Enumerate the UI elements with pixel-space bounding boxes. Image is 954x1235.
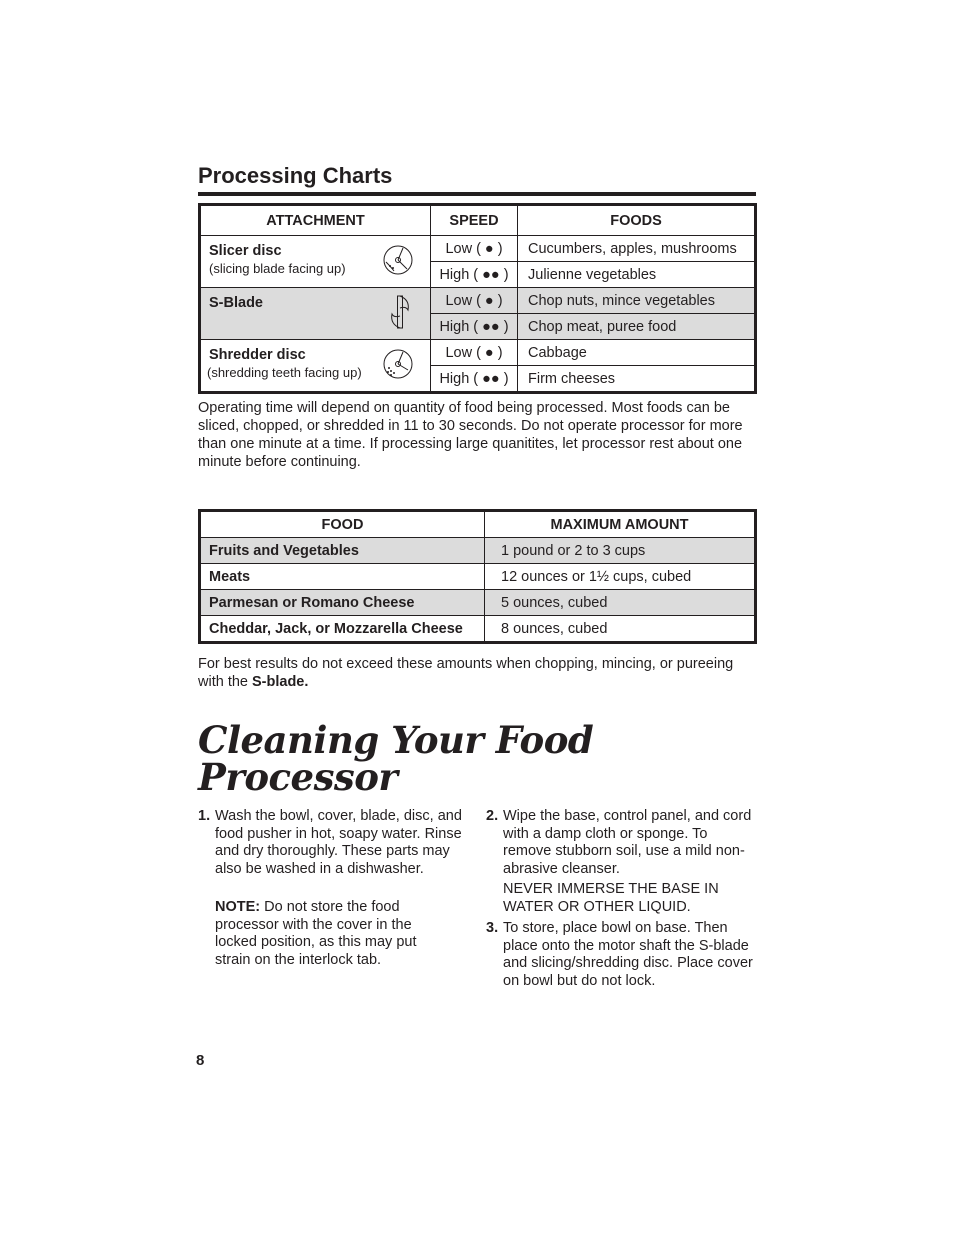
cleaning-title — [198, 718, 594, 799]
step-note — [215, 899, 455, 969]
attachment-s-blade — [200, 288, 431, 340]
table-row — [200, 616, 756, 643]
step-number: 2. — [486, 808, 499, 824]
title-rule — [198, 192, 756, 196]
table-row — [200, 538, 756, 564]
cleaning-column-left — [198, 808, 470, 1008]
page-number: 8 — [196, 1052, 205, 1069]
processing-chart — [198, 203, 757, 394]
shredder-disc-icon — [382, 346, 414, 386]
sblade-note-bold: S-blade. — [252, 674, 309, 690]
note-text: Do not store the food processor with the cover in the locked position, as this may put strain on the interlock tab. — [215, 899, 417, 968]
s-blade-icon — [386, 292, 414, 336]
note-label: NOTE: — [215, 899, 261, 915]
attachment-slicer-disc — [200, 236, 431, 288]
section-title: Processing Charts — [198, 163, 393, 188]
foods-cell: Chop meat, puree food — [518, 314, 756, 340]
maximum-amount-chart — [198, 509, 757, 644]
sblade-note-text: For best results do not exceed these amounts when chopping, mincing, or pureeing with the — [198, 656, 734, 690]
amount-cell: 8 ounces, cubed — [485, 616, 756, 643]
food-cell: Cheddar, Jack, or Mozzarella Cheese — [200, 616, 485, 643]
foods-cell: Cabbage — [518, 340, 756, 366]
step-number: 1. — [198, 808, 211, 824]
food-cell: Parmesan or Romano Cheese — [200, 590, 485, 616]
step-text: To store, place bowl on base. Then place onto the motor shaft the S-blade and slicing/shredding disc. Place cover on bowl but do not lock. — [503, 920, 753, 989]
step-text: Wipe the base, control panel, and cord with a damp cloth or sponge. To remove stubborn soil, use a mild non-abrasive cleanser. — [503, 808, 752, 877]
header-foods: FOODS — [518, 205, 756, 236]
attachment-shredder-disc — [200, 340, 431, 393]
attachment-sub: (slicing blade facing up) — [209, 261, 346, 276]
table-row — [200, 564, 756, 590]
cleaning-title-line2: Processor — [198, 755, 398, 799]
step-number: 3. — [486, 920, 499, 936]
food-cell: Fruits and Vegetables — [200, 538, 485, 564]
amount-cell: 1 pound or 2 to 3 cups — [485, 538, 756, 564]
header-attachment: ATTACHMENT — [200, 205, 431, 236]
attachment-name: Slicer disc — [209, 243, 282, 259]
attachment-sub: (shredding teeth facing up) — [207, 365, 362, 380]
foods-cell: Cucumbers, apples, mushrooms — [518, 236, 756, 262]
amount-cell: 12 ounces or 1½ cups, cubed — [485, 564, 756, 590]
cleaning-title-line1: Cleaning Your Food — [198, 718, 594, 762]
speed-cell: Low ( ● ) — [431, 288, 518, 314]
table-row — [200, 340, 756, 366]
step-warning: NEVER IMMERSE THE BASE IN WATER OR OTHER LIQUID. — [503, 881, 719, 915]
slicer-disc-icon — [382, 242, 414, 282]
table-row — [200, 590, 756, 616]
header-maximum-amount: MAXIMUM AMOUNT — [485, 511, 756, 538]
speed-cell: High ( ●● ) — [431, 314, 518, 340]
foods-cell: Julienne vegetables — [518, 262, 756, 288]
foods-cell: Firm cheeses — [518, 366, 756, 393]
table-row — [200, 236, 756, 262]
header-food: FOOD — [200, 511, 485, 538]
amount-cell: 5 ounces, cubed — [485, 590, 756, 616]
sblade-note — [198, 655, 738, 691]
attachment-name: S-Blade — [209, 295, 263, 311]
food-cell: Meats — [200, 564, 485, 590]
step-text: Wash the bowl, cover, blade, disc, and food pusher in hot, soapy water. Rinse and dry thoroughly. These parts may also be washed in a dishwasher. — [215, 808, 462, 877]
foods-cell: Chop nuts, mince vegetables — [518, 288, 756, 314]
table-row — [200, 288, 756, 314]
header-speed: SPEED — [431, 205, 518, 236]
attachment-name: Shredder disc — [209, 347, 306, 363]
speed-cell: Low ( ● ) — [431, 236, 518, 262]
cleaning-column-right — [486, 808, 758, 1008]
speed-cell: High ( ●● ) — [431, 366, 518, 393]
operating-time-note: Operating time will depend on quantity of food being processed. Most foods can be sliced, chopped, or shredded in 11 to 30 seconds. Do not operate processor for more than one minute at a time. If processing large quanitites, let processor rest about one minute before continuing. — [198, 400, 743, 470]
speed-cell: High ( ●● ) — [431, 262, 518, 288]
speed-cell: Low ( ● ) — [431, 340, 518, 366]
